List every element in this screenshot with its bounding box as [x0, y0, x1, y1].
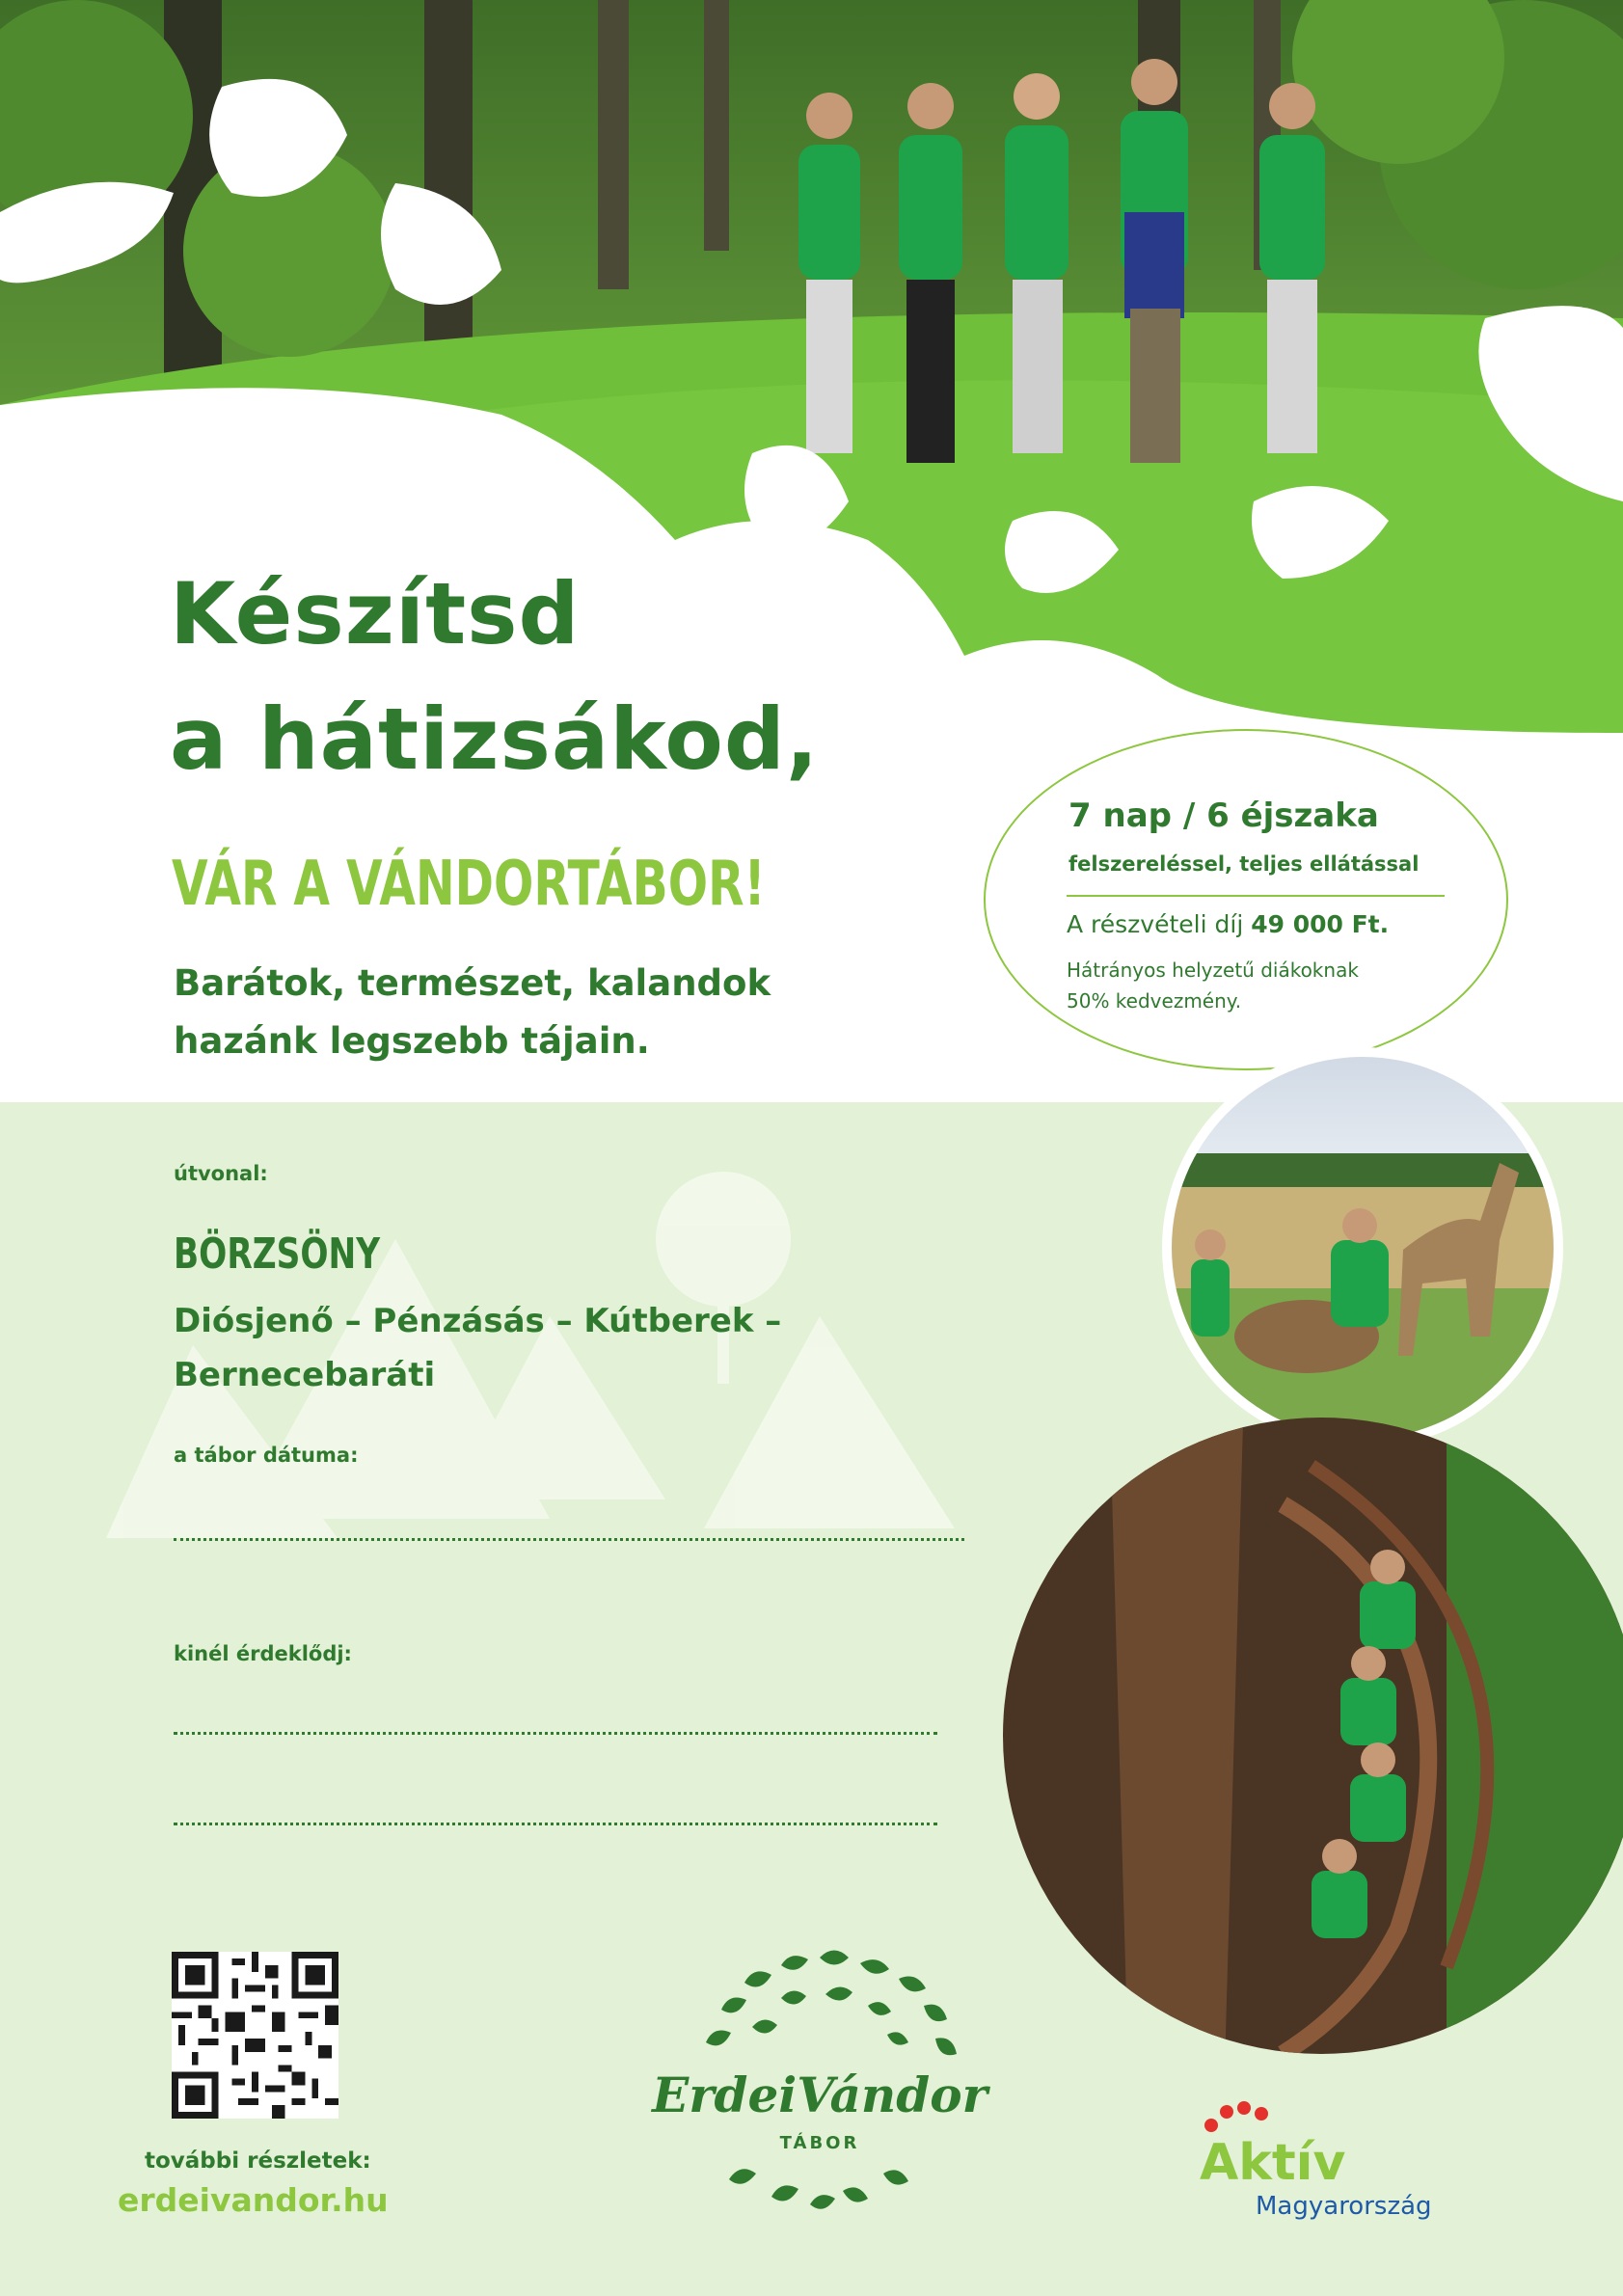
participation-fee [1067, 910, 1389, 938]
photo-spiral-staircase [993, 1389, 1623, 2068]
discount-line-1: Hátrányos helyzetű diákoknak [1067, 959, 1359, 982]
logo-main-text: ErdeiVándor [652, 2066, 987, 2123]
more-details-label: további részletek: [145, 2148, 371, 2174]
contact-label: kinél érdeklődj: [174, 1642, 352, 1665]
website-link[interactable]: erdeivandor.hu [118, 2181, 389, 2219]
contact-fill-line-2 [174, 1823, 937, 1825]
discount-line-2: 50% kedvezmény. [1067, 989, 1242, 1013]
camp-date-fill-line [174, 1538, 964, 1541]
bubble-divider [1067, 895, 1445, 897]
fee-prefix: A részvételi díj [1067, 910, 1252, 938]
headline-line-1: Készítsd [170, 564, 581, 663]
route-stops-line-2: Bernecebaráti [174, 1356, 436, 1394]
route-label: útvonal: [174, 1162, 268, 1185]
magyarorszag-word: Magyarország [1256, 2192, 1432, 2221]
price-info-bubble [984, 729, 1508, 1070]
headline-line-2: a hátizsákod, [170, 689, 820, 789]
qr-code-icon[interactable] [172, 1952, 338, 2119]
route-region: BÖRZSÖNY [174, 1229, 381, 1279]
tent-illustration-icon [48, 1152, 1003, 1557]
fee-amount: 49 000 Ft. [1251, 910, 1390, 938]
contact-fill-line-1 [174, 1732, 937, 1735]
logo-sub-text: TÁBOR [779, 2133, 860, 2153]
aktiv-word: Aktív [1200, 2134, 1346, 2192]
headline-line-3: VÁR A VÁNDORTÁBOR! [172, 849, 766, 920]
leaf-wreath-logo-icon [636, 1938, 1003, 2228]
route-stops-line-1: Diósjenő – Pénzásás – Kútberek – [174, 1302, 782, 1340]
tagline-line-2: hazánk legszebb tájain. [174, 1020, 650, 1062]
camp-duration: 7 nap / 6 éjszaka [1068, 797, 1379, 835]
camp-date-label: a tábor dátuma: [174, 1444, 359, 1467]
camp-equipment-note: felszereléssel, teljes ellátással [1068, 852, 1420, 876]
tagline-line-1: Barátok, természet, kalandok [174, 962, 771, 1004]
aktiv-magyarorszag-logo-icon [1196, 2100, 1485, 2226]
